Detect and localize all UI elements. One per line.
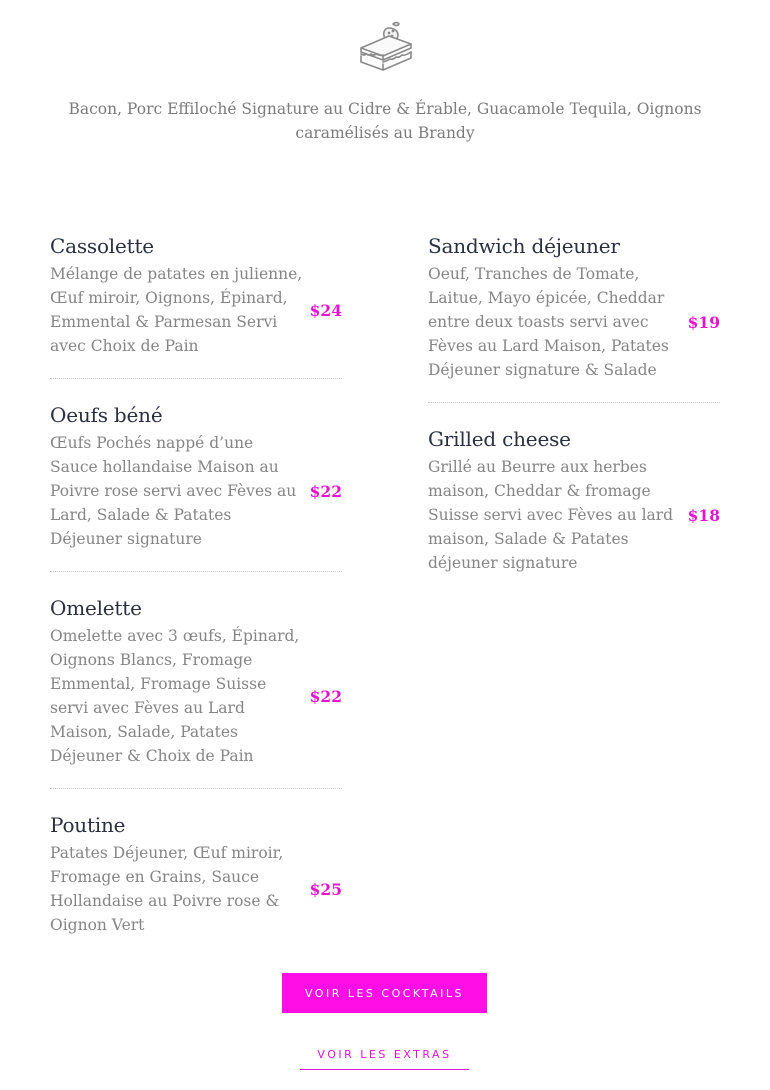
menu-item-price: $18 bbox=[687, 505, 720, 525]
menu-item-description: Patates Déjeuner, Œuf miroir, Fromage en Grains, Sauce Hollandaise au Poivre rose & Oignon Vert bbox=[50, 844, 284, 934]
menu-item-price: $22 bbox=[309, 686, 342, 706]
menu-item-title: Poutine bbox=[50, 813, 126, 837]
divider bbox=[50, 571, 342, 572]
menu-item-description: Œufs Pochés nappé d’une Sauce hollandaise Maison au Poivre rose servi avec Fèves au Lard, Salade & Patates Déjeuner signature bbox=[50, 434, 297, 548]
menu-item-sandwich-dejeuner bbox=[428, 230, 720, 382]
menu-item-grilled-cheese bbox=[428, 423, 720, 575]
sandwich-icon bbox=[355, 18, 415, 78]
view-cocktails-button[interactable]: VOIR LES COCKTAILS bbox=[282, 973, 487, 1013]
menu-item-poutine bbox=[50, 809, 342, 937]
menu-item-description: Oeuf, Tranches de Tomate, Laitue, Mayo épicée, Cheddar entre deux toasts servi avec Fèves au Lard Maison, Patates Déjeuner signature & Salade bbox=[428, 265, 669, 379]
menu-item-title: Sandwich déjeuner bbox=[428, 234, 620, 258]
menu-item-description: Omelette avec 3 œufs, Épinard, Oignons Blancs, Fromage Emmental, Fromage Suisse servi avec Fèves au Lard Maison, Salade, Patates Déjeuner & Choix de Pain bbox=[50, 627, 300, 765]
menu-item-price: $25 bbox=[309, 879, 342, 899]
divider bbox=[428, 402, 720, 403]
menu-item-cassolette bbox=[50, 230, 342, 358]
menu-item-title: Oeufs béné bbox=[50, 403, 163, 427]
menu-column-right bbox=[428, 230, 720, 575]
divider bbox=[50, 378, 342, 379]
view-extras-link[interactable]: VOIR LES EXTRAS bbox=[300, 1040, 469, 1070]
menu-item-price: $22 bbox=[309, 481, 342, 501]
menu-item-omelette bbox=[50, 592, 342, 768]
menu-item-title: Omelette bbox=[50, 596, 142, 620]
menu-item-title: Cassolette bbox=[50, 234, 154, 258]
menu-item-price: $24 bbox=[309, 300, 342, 320]
menu-column-left bbox=[50, 230, 342, 937]
divider bbox=[50, 788, 342, 789]
menu-item-description: Grillé au Beurre aux herbes maison, Cheddar & fromage Suisse servi avec Fèves au lard maison, Salade & Patates déjeuner signature bbox=[428, 458, 674, 572]
menu-item-oeufs-bene bbox=[50, 399, 342, 551]
menu-subtitle: Bacon, Porc Effiloché Signature au Cidre & Érable, Guacamole Tequila, Oignons caramélisés au Brandy bbox=[68, 100, 702, 142]
menu-item-title: Grilled cheese bbox=[428, 427, 571, 451]
menu-item-price: $19 bbox=[687, 312, 720, 332]
menu-item-description: Mélange de patates en julienne, Œuf miroir, Oignons, Épinard, Emmental & Parmesan Servi avec Choix de Pain bbox=[50, 265, 303, 355]
